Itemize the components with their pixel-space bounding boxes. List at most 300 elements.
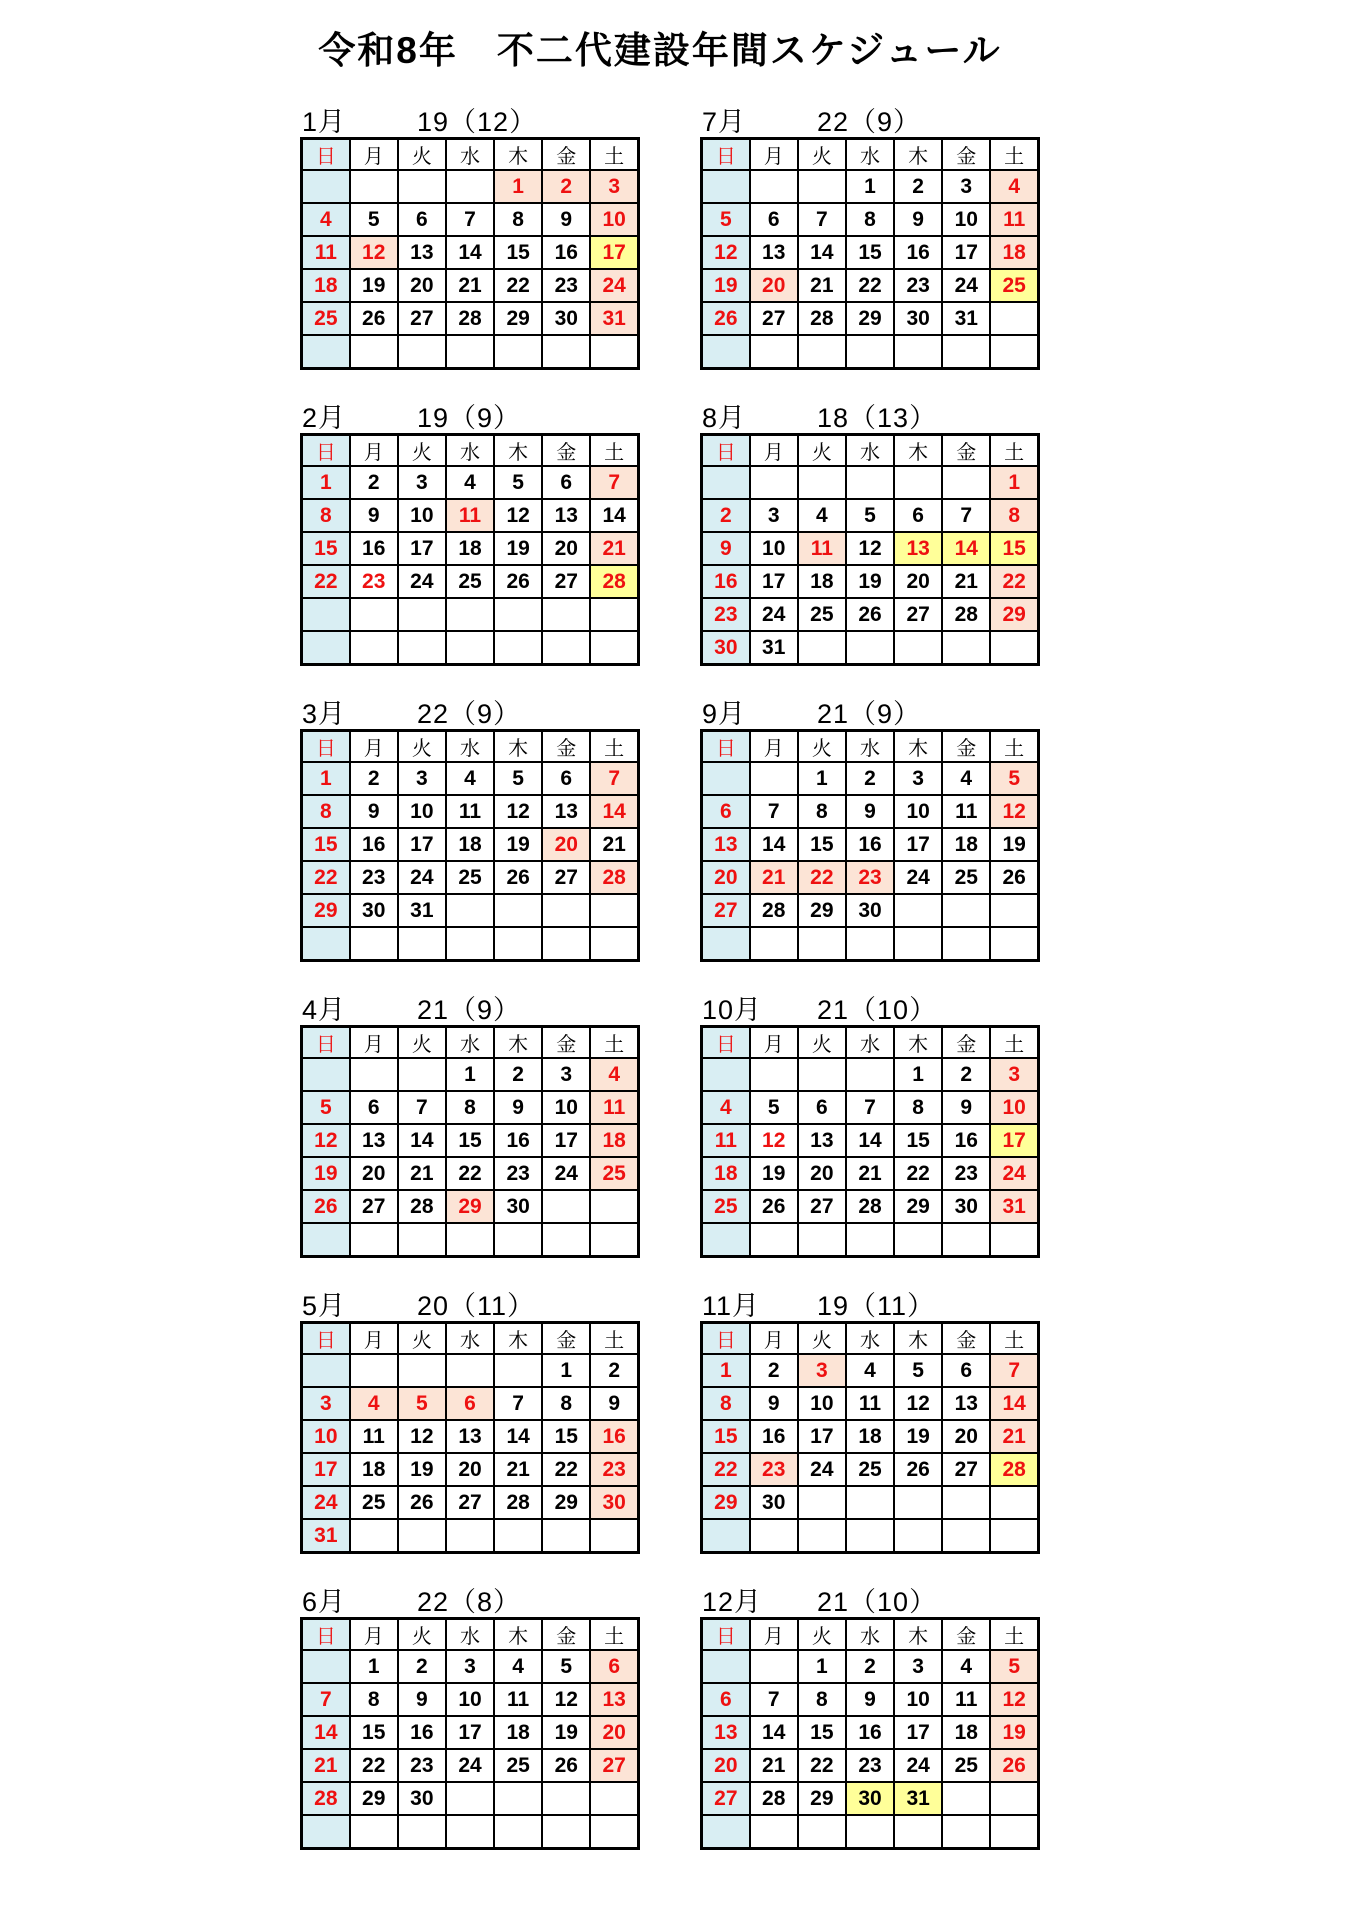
weekday-header: 日 — [702, 139, 750, 171]
empty-cell — [446, 1223, 494, 1257]
day-cell: 11 — [846, 1387, 894, 1420]
day-cell: 15 — [894, 1124, 942, 1157]
empty-cell — [350, 598, 398, 631]
day-cell: 15 — [350, 1716, 398, 1749]
day-cell: 5 — [494, 762, 542, 795]
day-cell: 20 — [542, 532, 590, 565]
month-block — [300, 396, 640, 692]
month-block — [300, 1284, 640, 1580]
week-row — [702, 1749, 1039, 1782]
day-cell: 5 — [846, 499, 894, 532]
day-cell: 27 — [590, 1749, 638, 1782]
day-cell: 16 — [494, 1124, 542, 1157]
day-cell: 31 — [894, 1782, 942, 1815]
day-cell: 13 — [398, 236, 446, 269]
empty-cell — [798, 335, 846, 369]
day-cell: 26 — [750, 1190, 798, 1223]
day-cell: 30 — [942, 1190, 990, 1223]
day-cell: 20 — [350, 1157, 398, 1190]
weekday-header: 火 — [798, 1323, 846, 1355]
weekday-header: 水 — [446, 139, 494, 171]
empty-cell — [350, 631, 398, 665]
day-cell: 3 — [302, 1387, 350, 1420]
weekday-header: 木 — [894, 731, 942, 763]
weekday-header: 月 — [350, 435, 398, 467]
month-block — [700, 1580, 1040, 1876]
day-cell: 11 — [350, 1420, 398, 1453]
day-cell: 13 — [542, 795, 590, 828]
month-block — [700, 692, 1040, 988]
weekday-header: 月 — [750, 731, 798, 763]
empty-cell — [942, 466, 990, 499]
day-cell: 14 — [942, 532, 990, 565]
empty-cell — [446, 170, 494, 203]
day-cell: 26 — [494, 565, 542, 598]
month-block — [300, 1580, 640, 1876]
day-cell: 11 — [494, 1683, 542, 1716]
weekday-header: 木 — [494, 1323, 542, 1355]
week-row — [302, 499, 639, 532]
empty-cell — [846, 1519, 894, 1553]
weekday-header: 火 — [798, 731, 846, 763]
day-cell: 30 — [702, 631, 750, 665]
day-cell: 10 — [894, 1683, 942, 1716]
day-cell: 18 — [446, 828, 494, 861]
weekday-header: 火 — [798, 435, 846, 467]
day-cell: 2 — [846, 1650, 894, 1683]
empty-cell — [990, 631, 1038, 665]
day-cell: 12 — [894, 1387, 942, 1420]
week-row — [702, 269, 1039, 302]
week-row — [702, 631, 1039, 665]
day-cell: 4 — [350, 1387, 398, 1420]
day-cell: 20 — [542, 828, 590, 861]
day-cell: 22 — [798, 1749, 846, 1782]
weekday-header: 木 — [894, 139, 942, 171]
empty-cell — [990, 1519, 1038, 1553]
empty-cell — [750, 1058, 798, 1091]
day-cell: 2 — [702, 499, 750, 532]
day-cell: 25 — [446, 565, 494, 598]
day-cell: 28 — [750, 1782, 798, 1815]
weekday-header: 金 — [942, 1027, 990, 1059]
day-cell: 21 — [446, 269, 494, 302]
weekday-header: 金 — [942, 139, 990, 171]
weekday-header: 水 — [446, 1619, 494, 1651]
weekday-header: 日 — [302, 731, 350, 763]
week-row — [702, 532, 1039, 565]
day-cell: 3 — [894, 762, 942, 795]
weekday-header: 月 — [350, 731, 398, 763]
empty-cell — [846, 335, 894, 369]
day-cell: 15 — [702, 1420, 750, 1453]
empty-cell — [942, 1223, 990, 1257]
day-cell: 22 — [350, 1749, 398, 1782]
day-cell: 26 — [846, 598, 894, 631]
week-row — [302, 1190, 639, 1223]
day-cell: 28 — [590, 861, 638, 894]
day-cell: 12 — [990, 1683, 1038, 1716]
day-cell: 24 — [590, 269, 638, 302]
day-cell: 28 — [846, 1190, 894, 1223]
day-cell: 14 — [398, 1124, 446, 1157]
week-row — [302, 828, 639, 861]
empty-cell — [894, 894, 942, 927]
month-label: 3月 — [302, 699, 347, 729]
month-calendar — [300, 1321, 640, 1554]
weekday-header: 火 — [398, 435, 446, 467]
empty-cell — [750, 335, 798, 369]
day-cell: 4 — [446, 762, 494, 795]
day-cell: 6 — [942, 1354, 990, 1387]
day-cell: 1 — [702, 1354, 750, 1387]
empty-cell — [398, 1058, 446, 1091]
day-cell: 12 — [702, 236, 750, 269]
week-row — [702, 1782, 1039, 1815]
weekday-header: 土 — [590, 435, 638, 467]
empty-cell — [590, 1815, 638, 1849]
week-row — [302, 1223, 639, 1257]
empty-cell — [750, 170, 798, 203]
month-block — [700, 1284, 1040, 1580]
day-cell: 24 — [942, 269, 990, 302]
day-cell: 19 — [302, 1157, 350, 1190]
day-cell: 7 — [798, 203, 846, 236]
weekday-header: 土 — [590, 1027, 638, 1059]
weekday-header: 土 — [990, 1619, 1038, 1651]
empty-cell — [702, 335, 750, 369]
day-cell: 26 — [302, 1190, 350, 1223]
day-cell: 27 — [542, 861, 590, 894]
day-cell: 9 — [590, 1387, 638, 1420]
weekday-header: 日 — [702, 1027, 750, 1059]
day-cell: 10 — [990, 1091, 1038, 1124]
day-cell: 6 — [702, 1683, 750, 1716]
day-cell: 29 — [350, 1782, 398, 1815]
day-cell: 18 — [798, 565, 846, 598]
day-cell: 22 — [446, 1157, 494, 1190]
week-row — [702, 894, 1039, 927]
empty-cell — [846, 631, 894, 665]
empty-cell — [942, 1486, 990, 1519]
day-cell: 20 — [702, 861, 750, 894]
day-cell: 11 — [702, 1124, 750, 1157]
workday-count: 20（11） — [417, 1291, 536, 1321]
empty-cell — [750, 762, 798, 795]
week-row — [702, 861, 1039, 894]
day-cell: 13 — [750, 236, 798, 269]
month-calendar — [700, 1025, 1040, 1258]
day-cell: 15 — [494, 236, 542, 269]
empty-cell — [990, 927, 1038, 961]
day-cell: 16 — [350, 828, 398, 861]
weekday-header: 火 — [398, 1323, 446, 1355]
day-cell: 13 — [702, 828, 750, 861]
empty-cell — [302, 170, 350, 203]
day-cell: 4 — [302, 203, 350, 236]
weekday-header: 木 — [894, 1323, 942, 1355]
empty-cell — [446, 1782, 494, 1815]
empty-cell — [398, 335, 446, 369]
day-cell: 27 — [702, 894, 750, 927]
day-cell: 22 — [894, 1157, 942, 1190]
empty-cell — [446, 927, 494, 961]
week-row — [702, 1650, 1039, 1683]
day-cell: 23 — [398, 1749, 446, 1782]
empty-cell — [942, 631, 990, 665]
empty-cell — [846, 1815, 894, 1849]
day-cell: 28 — [494, 1486, 542, 1519]
day-cell: 8 — [990, 499, 1038, 532]
weekday-header: 火 — [398, 1619, 446, 1651]
empty-cell — [894, 466, 942, 499]
empty-cell — [750, 927, 798, 961]
empty-cell — [942, 927, 990, 961]
weekday-header: 月 — [750, 1323, 798, 1355]
month-title — [700, 988, 1040, 1025]
month-label: 4月 — [302, 995, 347, 1025]
day-cell: 24 — [894, 1749, 942, 1782]
day-cell: 11 — [446, 499, 494, 532]
empty-cell — [398, 631, 446, 665]
day-cell: 22 — [494, 269, 542, 302]
day-cell: 1 — [302, 466, 350, 499]
empty-cell — [846, 1223, 894, 1257]
day-cell: 1 — [846, 170, 894, 203]
empty-cell — [990, 302, 1038, 335]
weekday-header: 月 — [750, 435, 798, 467]
day-cell: 17 — [398, 532, 446, 565]
day-cell: 12 — [494, 795, 542, 828]
day-cell: 11 — [446, 795, 494, 828]
day-cell: 18 — [350, 1453, 398, 1486]
day-cell: 16 — [398, 1716, 446, 1749]
weekday-header: 土 — [990, 1027, 1038, 1059]
day-cell: 28 — [942, 598, 990, 631]
day-cell: 24 — [990, 1157, 1038, 1190]
day-cell: 3 — [942, 170, 990, 203]
workday-count: 21（10） — [817, 1587, 938, 1617]
day-cell: 3 — [990, 1058, 1038, 1091]
day-cell: 19 — [702, 269, 750, 302]
day-cell: 10 — [446, 1683, 494, 1716]
day-cell: 13 — [798, 1124, 846, 1157]
day-cell: 5 — [702, 203, 750, 236]
empty-cell — [894, 1223, 942, 1257]
weekday-header: 木 — [894, 1619, 942, 1651]
empty-cell — [302, 598, 350, 631]
day-cell: 18 — [494, 1716, 542, 1749]
day-cell: 18 — [702, 1157, 750, 1190]
day-cell: 1 — [990, 466, 1038, 499]
weekday-header: 水 — [846, 435, 894, 467]
week-row — [302, 894, 639, 927]
day-cell: 10 — [542, 1091, 590, 1124]
day-cell: 26 — [542, 1749, 590, 1782]
empty-cell — [494, 1354, 542, 1387]
month-title — [300, 396, 640, 433]
week-row — [702, 1124, 1039, 1157]
empty-cell — [702, 1519, 750, 1553]
day-cell: 9 — [494, 1091, 542, 1124]
week-row — [302, 466, 639, 499]
weekday-header: 土 — [590, 139, 638, 171]
empty-cell — [302, 1815, 350, 1849]
empty-cell — [894, 927, 942, 961]
weekday-header: 日 — [302, 139, 350, 171]
day-cell: 27 — [942, 1453, 990, 1486]
empty-cell — [494, 1223, 542, 1257]
day-cell: 14 — [798, 236, 846, 269]
week-row — [302, 269, 639, 302]
empty-cell — [398, 1519, 446, 1553]
week-row — [302, 927, 639, 961]
week-row — [702, 203, 1039, 236]
empty-cell — [446, 1519, 494, 1553]
day-cell: 6 — [750, 203, 798, 236]
day-cell: 14 — [846, 1124, 894, 1157]
month-block — [300, 692, 640, 988]
week-row — [702, 236, 1039, 269]
week-row — [302, 1749, 639, 1782]
weekday-header: 水 — [446, 1027, 494, 1059]
day-cell: 10 — [894, 795, 942, 828]
empty-cell — [990, 894, 1038, 927]
weekday-header: 日 — [702, 435, 750, 467]
day-cell: 9 — [398, 1683, 446, 1716]
empty-cell — [302, 1650, 350, 1683]
empty-cell — [542, 894, 590, 927]
day-cell: 4 — [798, 499, 846, 532]
day-cell: 9 — [350, 795, 398, 828]
weekday-header: 木 — [494, 139, 542, 171]
day-cell: 30 — [398, 1782, 446, 1815]
weekday-header: 火 — [398, 139, 446, 171]
day-cell: 19 — [846, 565, 894, 598]
day-cell: 28 — [446, 302, 494, 335]
month-label: 12月 — [702, 1587, 763, 1617]
day-cell: 6 — [702, 795, 750, 828]
empty-cell — [542, 1223, 590, 1257]
day-cell: 5 — [542, 1650, 590, 1683]
day-cell: 28 — [590, 565, 638, 598]
empty-cell — [350, 1058, 398, 1091]
day-cell: 13 — [446, 1420, 494, 1453]
day-cell: 26 — [494, 861, 542, 894]
day-cell: 17 — [750, 565, 798, 598]
empty-cell — [702, 1650, 750, 1683]
day-cell: 25 — [446, 861, 494, 894]
week-row — [302, 1716, 639, 1749]
month-calendar — [700, 433, 1040, 666]
day-cell: 11 — [990, 203, 1038, 236]
empty-cell — [398, 1354, 446, 1387]
day-cell: 22 — [846, 269, 894, 302]
day-cell: 2 — [398, 1650, 446, 1683]
day-cell: 4 — [446, 466, 494, 499]
day-cell: 7 — [990, 1354, 1038, 1387]
empty-cell — [446, 335, 494, 369]
day-cell: 19 — [990, 1716, 1038, 1749]
day-cell: 3 — [750, 499, 798, 532]
day-cell: 29 — [846, 302, 894, 335]
weekday-header: 土 — [990, 1323, 1038, 1355]
day-cell: 10 — [398, 795, 446, 828]
workday-count: 19（9） — [417, 403, 522, 433]
day-cell: 3 — [398, 762, 446, 795]
day-cell: 12 — [750, 1124, 798, 1157]
day-cell: 12 — [494, 499, 542, 532]
day-cell: 24 — [446, 1749, 494, 1782]
week-row — [302, 631, 639, 665]
day-cell: 15 — [798, 1716, 846, 1749]
day-cell: 15 — [846, 236, 894, 269]
empty-cell — [798, 1058, 846, 1091]
month-title — [300, 1580, 640, 1617]
day-cell: 3 — [446, 1650, 494, 1683]
empty-cell — [494, 1782, 542, 1815]
day-cell: 27 — [750, 302, 798, 335]
day-cell: 17 — [590, 236, 638, 269]
empty-cell — [350, 1354, 398, 1387]
weekday-header: 日 — [302, 435, 350, 467]
empty-cell — [798, 1223, 846, 1257]
week-row — [302, 1486, 639, 1519]
day-cell: 19 — [350, 269, 398, 302]
weekday-header: 金 — [542, 139, 590, 171]
day-cell: 21 — [750, 1749, 798, 1782]
day-cell: 12 — [302, 1124, 350, 1157]
day-cell: 11 — [942, 795, 990, 828]
day-cell: 7 — [494, 1387, 542, 1420]
week-row — [702, 1387, 1039, 1420]
empty-cell — [942, 1815, 990, 1849]
week-row — [702, 1354, 1039, 1387]
day-cell: 21 — [398, 1157, 446, 1190]
day-cell: 7 — [750, 1683, 798, 1716]
empty-cell — [990, 1486, 1038, 1519]
day-cell: 11 — [942, 1683, 990, 1716]
day-cell: 23 — [350, 861, 398, 894]
empty-cell — [350, 1223, 398, 1257]
day-cell: 6 — [398, 203, 446, 236]
week-row — [702, 565, 1039, 598]
day-cell: 6 — [798, 1091, 846, 1124]
day-cell: 21 — [302, 1749, 350, 1782]
empty-cell — [542, 1519, 590, 1553]
day-cell: 25 — [702, 1190, 750, 1223]
weekday-header: 水 — [446, 731, 494, 763]
day-cell: 1 — [798, 1650, 846, 1683]
day-cell: 22 — [302, 565, 350, 598]
day-cell: 14 — [590, 795, 638, 828]
week-row — [302, 203, 639, 236]
weekday-header: 火 — [398, 1027, 446, 1059]
day-cell: 2 — [350, 466, 398, 499]
weekday-header: 金 — [542, 1323, 590, 1355]
day-cell: 5 — [894, 1354, 942, 1387]
empty-cell — [942, 1519, 990, 1553]
day-cell: 16 — [702, 565, 750, 598]
day-cell: 24 — [302, 1486, 350, 1519]
day-cell: 10 — [590, 203, 638, 236]
day-cell: 9 — [846, 1683, 894, 1716]
workday-count: 22（9） — [417, 699, 522, 729]
day-cell: 24 — [398, 565, 446, 598]
day-cell: 18 — [990, 236, 1038, 269]
empty-cell — [990, 1223, 1038, 1257]
day-cell: 31 — [750, 631, 798, 665]
